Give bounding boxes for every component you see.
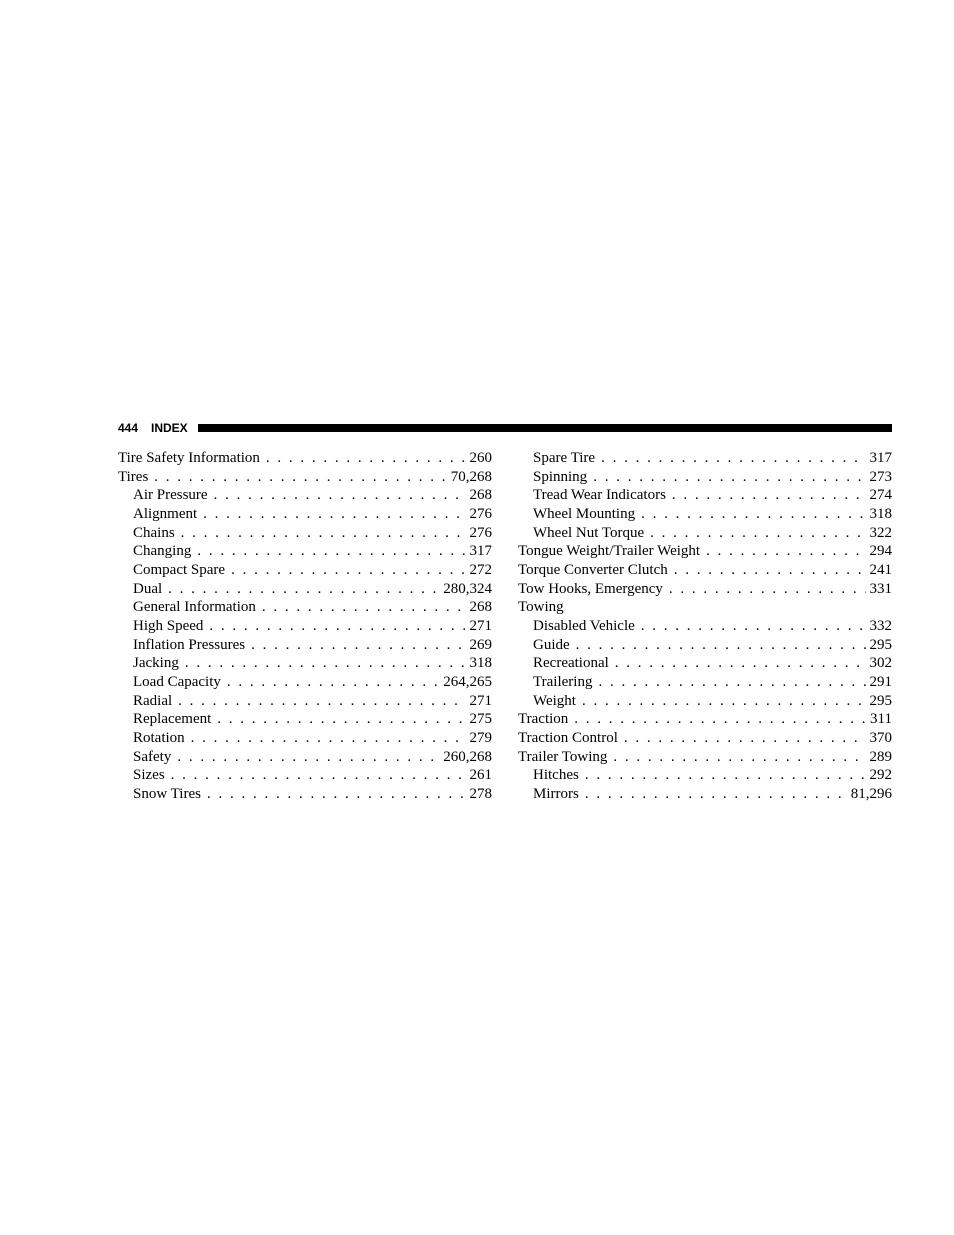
index-page-ref: 317 xyxy=(469,543,492,560)
index-page-ref: 276 xyxy=(469,506,492,523)
index-page-ref: 280,324 xyxy=(443,580,492,597)
index-page-ref: 274 xyxy=(869,487,892,504)
index-subentry xyxy=(518,524,892,543)
index-term: Air Pressure xyxy=(133,487,208,504)
header-rule xyxy=(198,424,892,432)
index-term: Recreational xyxy=(533,655,609,672)
index-page-ref: 260,268 xyxy=(443,748,492,765)
index-page-ref: 241 xyxy=(869,562,892,579)
index-term: Tires xyxy=(118,468,149,485)
section-title: INDEX xyxy=(151,421,188,435)
index-term: Hitches xyxy=(533,767,579,784)
index-term: Dual xyxy=(133,580,163,597)
index-page-ref: 370 xyxy=(869,730,892,747)
index-entry xyxy=(118,468,492,487)
index-page-ref: 275 xyxy=(469,711,492,728)
index-column-left xyxy=(118,449,492,804)
dot-leader xyxy=(154,468,446,487)
index-subentry xyxy=(118,766,492,785)
dot-leader xyxy=(177,748,439,767)
index-page-ref: 271 xyxy=(469,618,492,635)
index-entry xyxy=(518,542,892,561)
index-term: Safety xyxy=(133,748,172,765)
dot-leader xyxy=(593,468,865,487)
index-term: Trailering xyxy=(533,674,593,691)
index-term: Traction xyxy=(518,711,569,728)
index-page-ref: 268 xyxy=(469,487,492,504)
dot-leader xyxy=(207,785,466,804)
index-page-ref: 318 xyxy=(869,506,892,523)
index-term: Replacement xyxy=(133,711,212,728)
dot-leader xyxy=(601,449,865,468)
index-term: Weight xyxy=(533,692,576,709)
dot-leader xyxy=(598,673,865,692)
index-subentry xyxy=(118,654,492,673)
index-term: Traction Control xyxy=(518,730,618,747)
index-subentry xyxy=(118,524,492,543)
index-subentry xyxy=(118,692,492,711)
dot-leader xyxy=(641,617,866,636)
index-page-ref: 318 xyxy=(469,655,492,672)
index-term: Wheel Nut Torque xyxy=(533,524,645,541)
index-subentry xyxy=(518,486,892,505)
index-term: Spinning xyxy=(533,468,588,485)
index-subentry xyxy=(518,468,892,487)
dot-leader xyxy=(585,766,866,785)
index-subentry xyxy=(518,636,892,655)
index-page-ref: 269 xyxy=(469,636,492,653)
index-page-ref: 322 xyxy=(869,524,892,541)
index-subentry xyxy=(518,654,892,673)
index-page-ref: 279 xyxy=(469,730,492,747)
dot-leader xyxy=(178,692,465,711)
page-header xyxy=(118,420,892,436)
index-term: High Speed xyxy=(133,618,204,635)
index-page-ref: 260 xyxy=(469,450,492,466)
index-page-ref: 295 xyxy=(869,636,892,653)
index-page-ref: 271 xyxy=(469,692,492,709)
dot-leader xyxy=(574,710,866,729)
dot-leader xyxy=(582,692,866,711)
dot-leader xyxy=(585,785,847,804)
dot-leader xyxy=(262,598,466,617)
index-term: Mirrors xyxy=(533,786,579,803)
dot-leader xyxy=(197,542,465,561)
dot-leader xyxy=(185,654,466,673)
index-entry xyxy=(518,710,892,729)
dot-leader xyxy=(706,542,865,561)
index-page-ref: 261 xyxy=(469,767,492,784)
index-term: Chains xyxy=(133,524,175,541)
index-subentry xyxy=(118,580,492,599)
dot-leader xyxy=(615,654,866,673)
index-term: Spare Tire xyxy=(533,450,596,466)
index-term: Tow Hooks, Emergency xyxy=(518,580,663,597)
dot-leader xyxy=(251,636,465,655)
index-page-ref: 81,296 xyxy=(850,786,892,803)
index-page-ref: 332 xyxy=(869,618,892,635)
index-term: Changing xyxy=(133,543,192,560)
index-term: Tongue Weight/Trailer Weight xyxy=(518,543,701,560)
index-term: Inflation Pressures xyxy=(133,636,246,653)
dot-leader xyxy=(674,561,866,580)
dot-leader xyxy=(624,729,866,748)
index-subentry xyxy=(518,617,892,636)
index-term: Guide xyxy=(533,636,570,653)
index-subentry xyxy=(518,449,892,468)
index-subentry xyxy=(518,692,892,711)
dot-leader xyxy=(227,673,439,692)
index-entry xyxy=(518,561,892,580)
index-page-ref: 331 xyxy=(869,580,892,597)
index-page-ref: 272 xyxy=(469,562,492,579)
index-page-ref: 294 xyxy=(869,543,892,560)
dot-leader xyxy=(669,580,866,599)
index-page-ref: 302 xyxy=(869,655,892,672)
index-entry xyxy=(518,580,892,599)
index-page-ref: 317 xyxy=(869,450,892,466)
index-term: Trailer Towing xyxy=(518,748,608,765)
dot-leader xyxy=(641,505,865,524)
index-term: General Information xyxy=(133,599,256,616)
dot-leader xyxy=(650,524,865,543)
dot-leader xyxy=(171,766,466,785)
index-subentry xyxy=(118,486,492,505)
index-subentry xyxy=(518,766,892,785)
index-term: Wheel Mounting xyxy=(533,506,636,523)
index-page-ref: 264,265 xyxy=(443,674,492,691)
index-term: Rotation xyxy=(133,730,185,747)
dot-leader xyxy=(209,617,465,636)
index-subentry xyxy=(118,673,492,692)
index-term: Towing xyxy=(518,599,564,616)
index-entry xyxy=(518,729,892,748)
dot-leader xyxy=(181,524,466,543)
dot-leader xyxy=(168,580,439,599)
index-subentry xyxy=(118,598,492,617)
index-subentry xyxy=(118,748,492,767)
index-subentry xyxy=(118,785,492,804)
index-term: Jacking xyxy=(133,655,179,672)
index-subentry xyxy=(518,673,892,692)
index-entry xyxy=(118,449,492,468)
index-term: Tire Safety Information xyxy=(118,450,260,466)
index-page-ref: 289 xyxy=(869,748,892,765)
index-term: Tread Wear Indicators xyxy=(533,487,666,504)
index-column-right xyxy=(518,449,892,804)
index-page-ref: 292 xyxy=(869,767,892,784)
dot-leader xyxy=(191,729,466,748)
dot-leader xyxy=(672,486,866,505)
index-subentry xyxy=(118,561,492,580)
index-page-ref: 268 xyxy=(469,599,492,616)
index-entry xyxy=(518,598,892,617)
page-number: 444 xyxy=(118,421,139,435)
index-subentry xyxy=(118,710,492,729)
dot-leader xyxy=(217,710,465,729)
index-page-ref: 273 xyxy=(869,468,892,485)
index-subentry xyxy=(118,729,492,748)
index-entry xyxy=(518,748,892,767)
index-page-ref: 291 xyxy=(869,674,892,691)
index-term: Sizes xyxy=(133,767,165,784)
index-subentry xyxy=(118,542,492,561)
dot-leader xyxy=(214,486,466,505)
index-subentry xyxy=(518,785,892,804)
dot-leader xyxy=(266,449,466,468)
dot-leader xyxy=(203,505,465,524)
index-term: Load Capacity xyxy=(133,674,221,691)
index-page-ref: 278 xyxy=(469,786,492,803)
index-page-ref: 311 xyxy=(870,711,892,728)
dot-leader xyxy=(231,561,465,580)
dot-leader xyxy=(613,748,865,767)
index-subentry xyxy=(118,636,492,655)
index-term: Torque Converter Clutch xyxy=(518,562,668,579)
index-term: Snow Tires xyxy=(133,786,201,803)
index-page-ref: 295 xyxy=(869,692,892,709)
index-page-ref: 70,268 xyxy=(450,468,492,485)
dot-leader xyxy=(576,636,866,655)
index-term: Disabled Vehicle xyxy=(533,618,635,635)
index-term: Radial xyxy=(133,692,173,709)
index-subentry xyxy=(518,505,892,524)
index-page-ref: 276 xyxy=(469,524,492,541)
index-term: Alignment xyxy=(133,506,198,523)
index-term: Compact Spare xyxy=(133,562,226,579)
index-subentry xyxy=(118,505,492,524)
index-subentry xyxy=(118,617,492,636)
